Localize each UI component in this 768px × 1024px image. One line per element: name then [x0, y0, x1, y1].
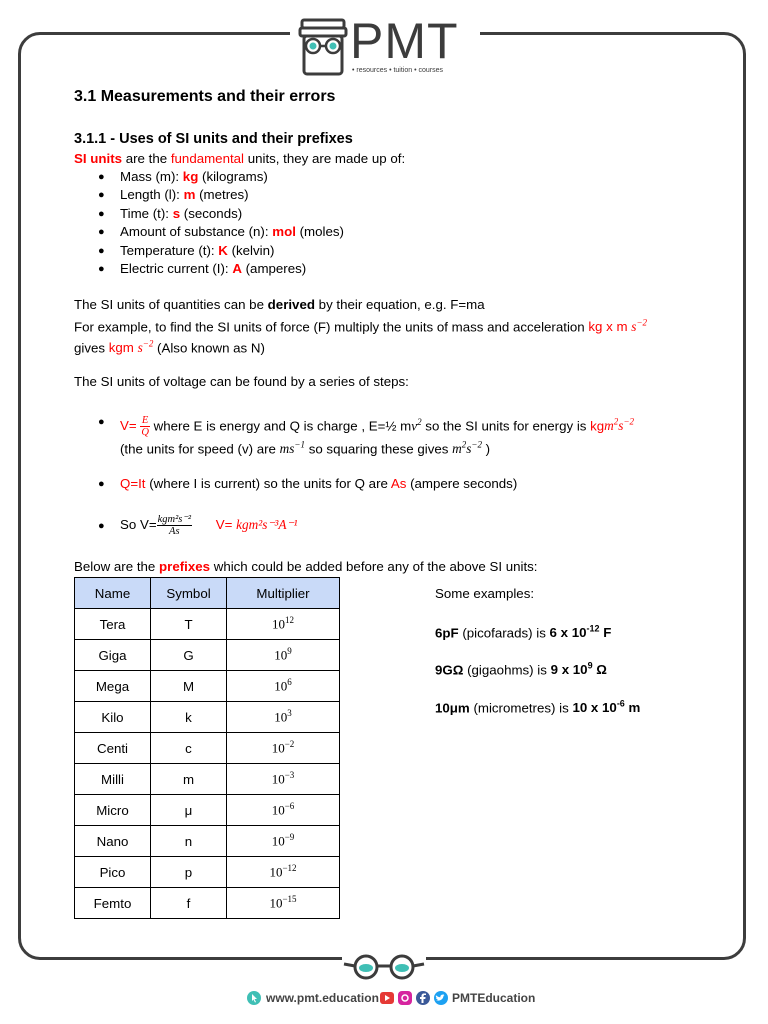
bullet-icon: ●: [98, 520, 105, 532]
footer-website-link[interactable]: www.pmt.education: [266, 991, 379, 1005]
social-icons: [380, 991, 450, 1005]
list-item: ● Electric current (I): A (amperes): [98, 260, 307, 276]
force-line: For example, to find the SI units of force (F) multiply the units of mass and acceleration kg x m $s^{-2}$: [74, 318, 648, 335]
voltage-intro: The SI units of voltage can be found by a series of steps:: [74, 374, 409, 389]
table-row: Milli m $10^{-3}$: [75, 764, 340, 795]
glasses-icon: [342, 952, 426, 982]
bullet-icon: ●: [98, 478, 105, 490]
prefix-table: [74, 577, 340, 919]
table-row: Femto f $10^{-15}$: [75, 888, 340, 919]
example-3: 10μm (micrometres) is 10 x $10^{-6}$ m: [435, 699, 641, 716]
step-charge: Q=It (where I is current) so the units for Q are As (ampere seconds): [120, 476, 518, 491]
step-energy: V= $\frac{E}{Q}$ where E is energy and Q is charge , E=½ $mv^2$ so the SI units for energy is $kgm^2s^{-2}$: [120, 415, 635, 439]
table-row: Nano n $10^{-9}$: [75, 826, 340, 857]
logo-tagline: • resources • tuition • courses: [352, 67, 443, 74]
bullet-icon: ●: [98, 416, 105, 428]
table-header: Symbol: [151, 578, 227, 609]
list-item: ● Time (t): s (seconds): [98, 205, 243, 221]
intro-line: SI units are the fundamental units, they are made up of:: [74, 151, 406, 166]
example-1: 6pF (picofarads) is 6 x $10^{-12}$ F: [435, 624, 612, 641]
table-header: Multiplier: [227, 578, 340, 609]
table-row: Micro μ $10^{-6}$: [75, 795, 340, 826]
table-row: Tera T $10^{12}$: [75, 609, 340, 640]
list-item: ● Temperature (t): K (kelvin): [98, 242, 275, 258]
table-row: Centi c $10^{-2}$: [75, 733, 340, 764]
list-item: ● Amount of substance (n): mol (moles): [98, 224, 344, 240]
step-energy-2: (the units for speed (v) are $ms^{-1}$ so squaring these gives $m^2s^{-2}$ ): [120, 440, 491, 457]
si-units-list: [74, 168, 344, 278]
table-header-row: [75, 578, 340, 609]
footer-social-handle[interactable]: PMTEducation: [452, 991, 536, 1005]
force-line-2: gives kgm $s^{-2}$ (Also known as N): [74, 339, 265, 356]
pmt-logo: [290, 14, 480, 84]
instagram-icon: [398, 991, 412, 1005]
table-header: Name: [75, 578, 151, 609]
footer: [0, 990, 768, 1010]
step-voltage: So V= $\frac{\text{kgm²s⁻²}}{As}$ V= kgm²s⁻³A⁻¹: [120, 513, 298, 537]
examples-heading: Some examples:: [435, 586, 535, 601]
page-title: 3.1 Measurements and their errors: [74, 88, 336, 105]
table-row: Kilo k $10^3$: [75, 702, 340, 733]
cursor-icon: [247, 991, 261, 1005]
list-item: ● Mass (m): kg (kilograms): [98, 169, 268, 184]
example-2: 9GΩ (gigaohms) is 9 x $10^9$ Ω: [435, 661, 607, 678]
list-item: ● Length (l): m (metres): [98, 187, 249, 203]
logo-text: PMT: [350, 13, 459, 69]
table-row: Mega M $10^6$: [75, 671, 340, 702]
prefix-intro: Below are the prefixes which could be added before any of the above SI units:: [74, 559, 538, 574]
section-title: 3.1.1 - Uses of SI units and their prefixes: [74, 131, 353, 147]
derived-line: The SI units of quantities can be derived by their equation, e.g. F=ma: [74, 297, 485, 312]
table-row: Giga G $10^9$: [75, 640, 340, 671]
book-glasses-icon: [298, 18, 350, 78]
table-row: Pico p $10^{-12}$: [75, 857, 340, 888]
